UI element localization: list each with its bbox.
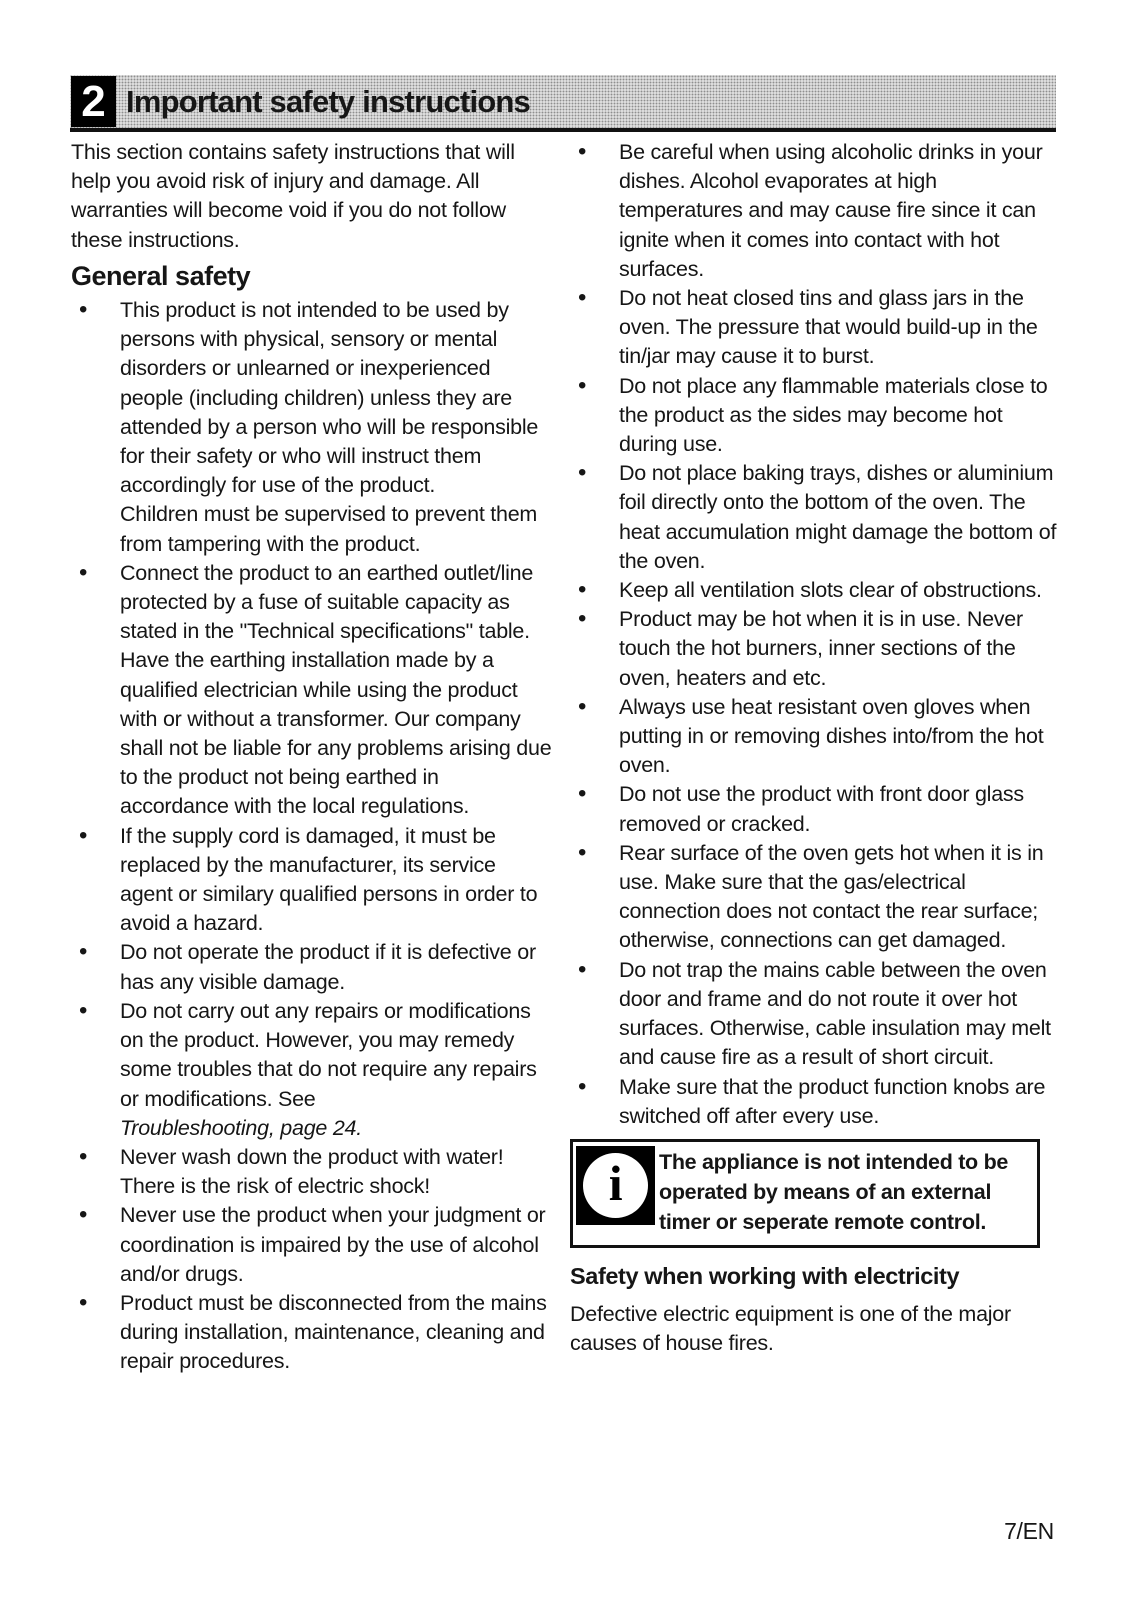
info-note-box [570, 1139, 1040, 1248]
list-item: • This product is not intended to be used by persons with physical, sensory or mental disorders or unlearned or inexperienced people (including children) unless they are attended by a person who will be responsible for their safety or who will instruct them accordingly for use of the product. Children must be supervised to prevent them from tampering with the product. [71, 296, 553, 559]
list-item: • Product may be hot when it is in use. Never touch the hot burners, inner sections of the oven, heaters and etc. [570, 605, 1057, 693]
troubleshooting-reference: Troubleshooting, page 24. [120, 1115, 362, 1140]
page-title: Important safety instructions [126, 83, 530, 119]
list-item: • Never wash down the product with water! There is the risk of electric shock! [71, 1143, 553, 1201]
list-item: • Product must be disconnected from the mains during installation, maintenance, cleaning and repair procedures. [71, 1289, 553, 1377]
list-item: • Do not operate the product if it is defective or has any visible damage. [71, 938, 553, 996]
general-safety-heading: General safety [71, 260, 251, 291]
list-item: • If the supply cord is damaged, it must be replaced by the manufacturer, its service agent or similary qualified persons in order to avoid a hazard. [71, 822, 553, 939]
section-header-banner [70, 75, 1056, 132]
electricity-safety-paragraph: Defective electric equipment is one of the major causes of house fires. [570, 1302, 1011, 1356]
list-item: • Do not place baking trays, dishes or aluminium foil directly onto the bottom of the oven. The heat accumulation might damage the bottom of the oven. [570, 459, 1057, 576]
list-item: • Do not trap the mains cable between the oven door and frame and do not route it over hot surfaces. Otherwise, cable insulation may melt and cause fire as a result of short circuit. [570, 956, 1057, 1073]
list-item: • Never use the product when your judgment or coordination is impaired by the use of alcohol and/or drugs. [71, 1201, 553, 1289]
right-column [570, 138, 1057, 1359]
list-item: • Do not place any flammable materials close to the product as the sides may become hot during use. [570, 372, 1057, 460]
list-item: • Always use heat resistant oven gloves when putting in or removing dishes into/from the hot oven. [570, 693, 1057, 781]
section-number-badge: 2 [71, 76, 116, 127]
electricity-safety-heading: Safety when working with electricity [570, 1262, 960, 1289]
info-note-text: The appliance is not intended to be operated by means of an external timer or seperate remote control. [659, 1149, 1009, 1234]
page-number: 7/EN [1004, 1518, 1054, 1544]
list-item: • Make sure that the product function knobs are switched off after every use. [570, 1073, 1057, 1131]
intro-paragraph: This section contains safety instructions that will help you avoid risk of injury and damage. All warranties will become void if you do not follow these instructions. [71, 140, 515, 252]
list-item: • Rear surface of the oven gets hot when it is in use. Make sure that the gas/electrical connection does not contact the rear surface; otherwise, connections can get damaged. [570, 839, 1057, 956]
list-item: • Do not carry out any repairs or modifications on the product. However, you may remedy some troubles that do not require any repairs or modifications. See Troubleshooting, page 24. [71, 997, 553, 1143]
list-item: • Be careful when using alcoholic drinks in your dishes. Alcohol evaporates at high temperatures and may cause fire since it can ignite when it comes into contact with hot surfaces. [570, 138, 1057, 284]
info-icon: i [576, 1146, 655, 1225]
general-safety-list [71, 296, 553, 1377]
left-column [71, 138, 553, 1377]
list-item: • Keep all ventilation slots clear of obstructions. [570, 576, 1057, 605]
list-item: • Do not heat closed tins and glass jars in the oven. The pressure that would build-up in the tin/jar may cause it to burst. [570, 284, 1057, 372]
list-item: • Connect the product to an earthed outlet/line protected by a fuse of suitable capacity as stated in the "Technical specifications" table. Have the earthing installation made by a qualified electrician while using the product with or without a transformer. Our company shall not be liable for any problems arising due to the product not being earthed in accordance with the local regulations. [71, 559, 553, 822]
list-item: • Do not use the product with front door glass removed or cracked. [570, 780, 1057, 838]
general-safety-list-continued [570, 138, 1057, 1131]
